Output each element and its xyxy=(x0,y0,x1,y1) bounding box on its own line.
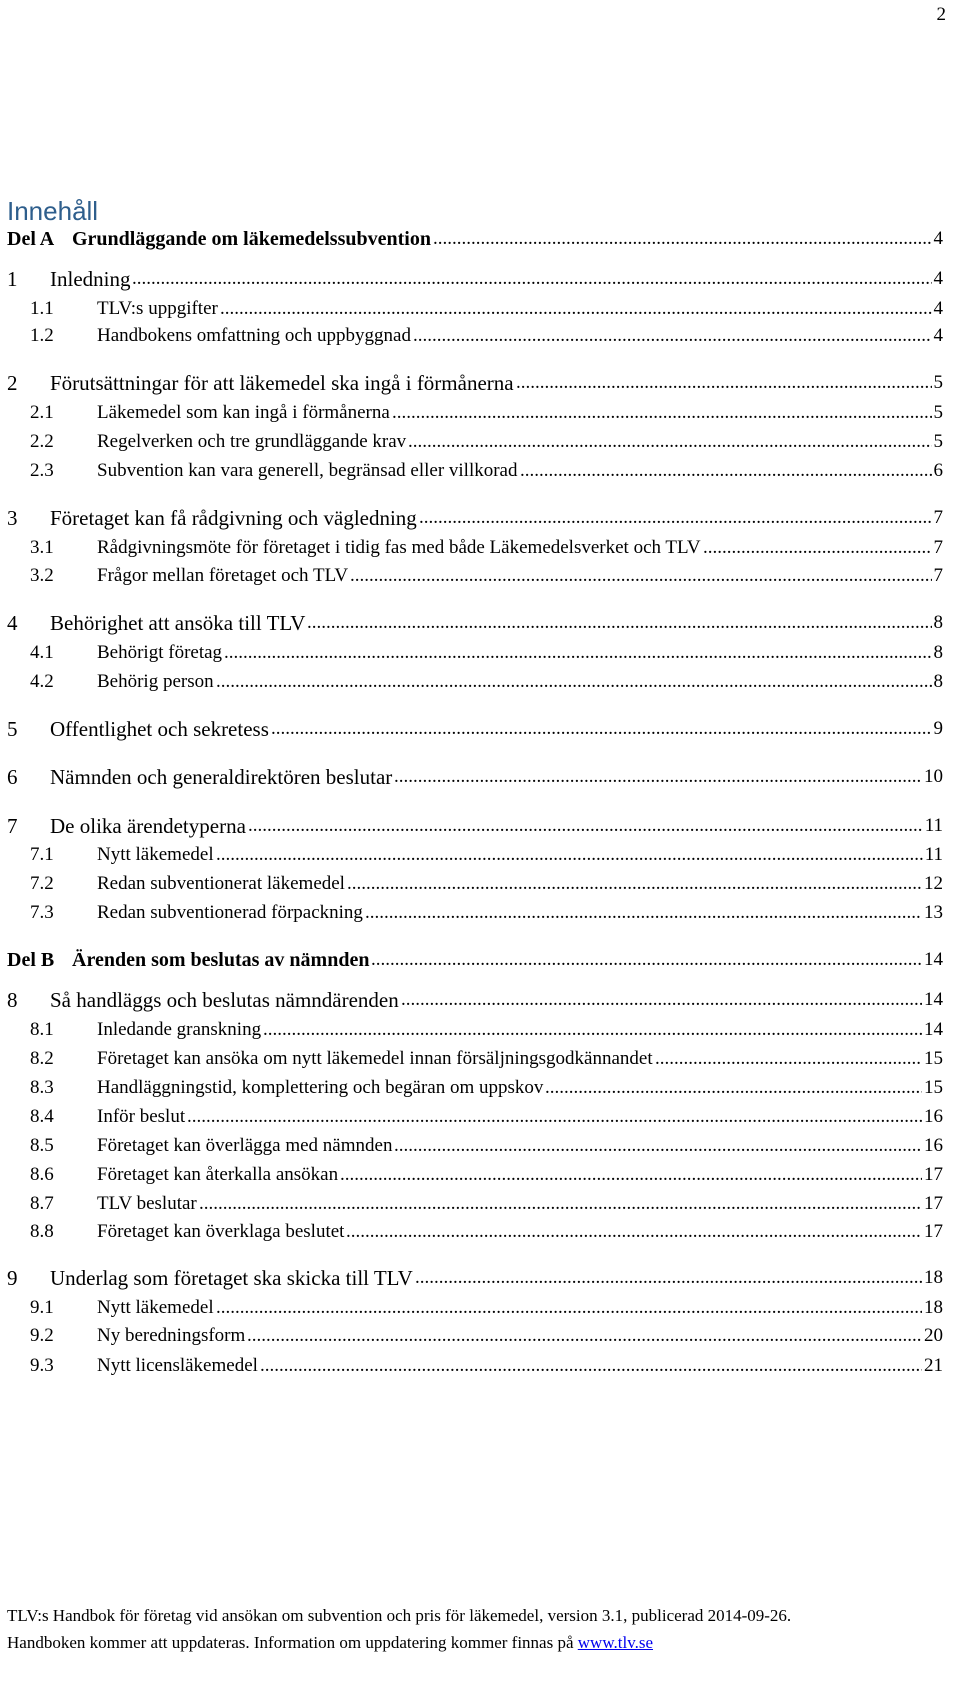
toc-entry[interactable] xyxy=(0,1190,960,1218)
toc-entry[interactable] xyxy=(0,668,960,696)
toc-entry[interactable] xyxy=(0,1218,960,1246)
toc-entry-title: Handbokens omfattning och uppbyggnad xyxy=(97,325,411,346)
toc-entry-title: TLV:s uppgifter xyxy=(97,298,218,319)
toc-dot-leader xyxy=(224,639,932,667)
toc-entry-number: 8.1 xyxy=(30,1019,54,1040)
toc-entry-number: 6 xyxy=(7,765,18,789)
toc-entry-title: Nytt läkemedel xyxy=(97,844,214,865)
toc-entry-number: 8.4 xyxy=(30,1106,54,1127)
toc-entry[interactable] xyxy=(0,225,960,253)
toc-entry-page: 8 xyxy=(933,671,943,692)
toc-dot-leader xyxy=(655,1045,922,1073)
toc-entry-number: 3 xyxy=(7,506,18,530)
toc-entry-title: Företaget kan överlägga med nämnden xyxy=(97,1135,393,1156)
toc-dot-leader xyxy=(260,1352,922,1380)
toc-entry-page: 4 xyxy=(933,325,943,346)
toc-entry-page: 15 xyxy=(924,1048,943,1069)
page-number: 2 xyxy=(936,4,946,25)
toc-dot-leader xyxy=(394,763,922,791)
toc-entry-page: 13 xyxy=(924,902,943,923)
footer-line-2 xyxy=(7,1633,653,1653)
toc-entry[interactable] xyxy=(0,1322,960,1350)
toc-dot-leader xyxy=(520,457,932,485)
toc-dot-leader xyxy=(187,1103,922,1131)
toc-entry-page: 14 xyxy=(924,949,943,970)
toc-entry-page: 7 xyxy=(933,537,943,558)
toc-dot-leader xyxy=(346,1218,922,1246)
toc-entry-page: 8 xyxy=(933,612,943,633)
toc-entry-title: TLV beslutar xyxy=(97,1193,197,1214)
toc-entry-number: 2 xyxy=(7,371,18,395)
toc-entry-number: 4.1 xyxy=(30,642,54,663)
toc-dot-leader xyxy=(394,1132,922,1160)
toc-dot-leader xyxy=(199,1190,922,1218)
toc-entry-page: 12 xyxy=(924,873,943,894)
toc-entry[interactable] xyxy=(0,1264,960,1292)
toc-entry-title: Redan subventionerad förpackning xyxy=(97,902,363,923)
toc-dot-leader xyxy=(271,715,932,743)
toc-entry-number: 8.5 xyxy=(30,1135,54,1156)
toc-entry-title: Underlag som företaget ska skicka till TLV xyxy=(50,1266,413,1290)
toc-entry-page: 4 xyxy=(933,268,943,289)
toc-dot-leader xyxy=(247,1322,922,1350)
toc-entry-title: Behörigt företag xyxy=(97,642,223,663)
toc-entry-number: 2.1 xyxy=(30,402,54,423)
toc-entry-number: 7.2 xyxy=(30,873,54,894)
toc-entry[interactable] xyxy=(0,265,960,293)
toc-entry-title: Nämnden och generaldirektören beslutar xyxy=(50,765,393,789)
toc-entry-page: 21 xyxy=(924,1355,943,1376)
toc-entry-page: 17 xyxy=(924,1164,943,1185)
toc-entry-number: 8.2 xyxy=(30,1048,54,1069)
toc-entry-page: 14 xyxy=(924,989,943,1010)
toc-entry-title: De olika ärendetyperna xyxy=(50,814,246,838)
toc-entry-number: 5 xyxy=(7,717,18,741)
toc-entry-page: 18 xyxy=(924,1297,943,1318)
toc-entry-number: 9.3 xyxy=(30,1355,54,1376)
toc-entry-number: 8.3 xyxy=(30,1077,54,1098)
toc-entry-page: 6 xyxy=(933,460,943,481)
toc-entry-number: 3.1 xyxy=(30,537,54,558)
toc-entry[interactable] xyxy=(0,609,960,637)
toc-entry-title: Frågor mellan företaget och TLV xyxy=(97,565,349,586)
toc-dot-leader xyxy=(340,1161,922,1189)
toc-entry-number: 3.2 xyxy=(30,565,54,586)
toc-entry-number: Del B xyxy=(7,949,55,971)
toc-entry[interactable] xyxy=(0,399,960,427)
toc-entry-title: Grundläggande om läkemedelssubvention xyxy=(72,228,431,250)
toc-entry-title: Inledning xyxy=(50,267,131,291)
toc-entry-title: Inför beslut xyxy=(97,1106,186,1127)
toc-entry-number: 8.7 xyxy=(30,1193,54,1214)
footer-line-1: TLV:s Handbok för företag vid ansökan om subvention och pris för läkemedel, version 3.1, publicerad 2014-09-26. xyxy=(7,1606,792,1625)
toc-entry[interactable] xyxy=(0,1294,960,1322)
tlv-website-link[interactable]: www.tlv.se xyxy=(577,1633,653,1652)
toc-entry-page: 16 xyxy=(924,1106,943,1127)
toc-entry-number: 2.2 xyxy=(30,431,54,452)
toc-entry-page: 7 xyxy=(933,507,943,528)
toc-entry-page: 5 xyxy=(933,402,943,423)
toc-dot-leader xyxy=(401,986,922,1014)
toc-entry-number: 2.3 xyxy=(30,460,54,481)
toc-entry-number: 7.3 xyxy=(30,902,54,923)
toc-entry-number: 7.1 xyxy=(30,844,54,865)
toc-entry[interactable] xyxy=(0,841,960,869)
toc-entry-title: Nytt läkemedel xyxy=(97,1297,214,1318)
toc-dot-leader xyxy=(307,609,932,637)
toc-entry[interactable] xyxy=(0,322,960,350)
toc-entry[interactable] xyxy=(0,899,960,927)
toc-dot-leader xyxy=(216,841,923,869)
toc-entry[interactable] xyxy=(0,986,960,1014)
toc-entry[interactable] xyxy=(0,870,960,898)
toc-entry-number: 8.6 xyxy=(30,1164,54,1185)
toc-entry-number: 4 xyxy=(7,611,18,635)
toc-entry[interactable] xyxy=(0,639,960,667)
toc-entry[interactable] xyxy=(0,1132,960,1160)
toc-entry-page: 17 xyxy=(924,1221,943,1242)
footer-line-2-text: Handboken kommer att uppdateras. Information om uppdatering kommer finnas på xyxy=(7,1633,578,1652)
toc-entry-title: Förutsättningar för att läkemedel ska ingå i förmånerna xyxy=(50,371,514,395)
toc-entry-page: 7 xyxy=(933,565,943,586)
toc-entry-page: 11 xyxy=(924,844,943,865)
toc-entry-title: Så handläggs och beslutas nämndärenden xyxy=(50,988,399,1012)
toc-dot-leader xyxy=(216,668,932,696)
toc-entry-title: Företaget kan få rådgivning och vägledning xyxy=(50,506,417,530)
toc-entry-number: 8 xyxy=(7,988,18,1012)
toc-entry-number: Del A xyxy=(7,228,55,250)
toc-dot-leader xyxy=(371,946,922,974)
toc-entry-title: Handläggningstid, komplettering och begäran om uppskov xyxy=(97,1077,544,1098)
toc-entry[interactable] xyxy=(0,1045,960,1073)
toc-entry-page: 14 xyxy=(924,1019,943,1040)
toc-dot-leader xyxy=(703,534,932,562)
toc-dot-leader xyxy=(365,899,922,927)
toc-entry-title: Behörig person xyxy=(97,671,214,692)
toc-entry[interactable] xyxy=(0,369,960,397)
toc-dot-leader xyxy=(413,322,932,350)
toc-entry-number: 8.8 xyxy=(30,1221,54,1242)
toc-dot-leader xyxy=(220,295,932,323)
toc-entry-number: 1 xyxy=(7,267,18,291)
toc-entry-page: 5 xyxy=(933,372,943,393)
toc-entry-title: Regelverken och tre grundläggande krav xyxy=(97,431,407,452)
toc-entry-page: 4 xyxy=(933,298,943,319)
toc-entry-title: Offentlighet och sekretess xyxy=(50,717,269,741)
toc-entry-number: 9.2 xyxy=(30,1325,54,1346)
toc-entry-page: 15 xyxy=(924,1077,943,1098)
toc-entry-number: 9.1 xyxy=(30,1297,54,1318)
toc-entry-title: Ny beredningsform xyxy=(97,1325,246,1346)
toc-entry-title: Rådgivningsmöte för företaget i tidig fas med både Läkemedelsverket och TLV xyxy=(97,537,701,558)
toc-entry-page: 17 xyxy=(924,1193,943,1214)
toc-entry-page: 8 xyxy=(933,642,943,663)
toc-entry-title: Behörighet att ansöka till TLV xyxy=(50,611,306,635)
toc-heading: Innehåll xyxy=(7,196,99,226)
toc-entry-page: 10 xyxy=(924,766,943,787)
toc-entry[interactable] xyxy=(0,428,960,456)
toc-entry-page: 11 xyxy=(924,815,943,836)
toc-entry[interactable] xyxy=(0,812,960,840)
toc-entry-page: 5 xyxy=(933,431,943,452)
toc-entry-title: Företaget kan återkalla ansökan xyxy=(97,1164,339,1185)
toc-dot-leader xyxy=(415,1264,922,1292)
toc-dot-leader xyxy=(132,265,932,293)
toc-entry[interactable] xyxy=(0,295,960,323)
toc-entry-title: Redan subventionerat läkemedel xyxy=(97,873,345,894)
toc-entry[interactable] xyxy=(0,562,960,590)
toc-dot-leader xyxy=(248,812,923,840)
toc-dot-leader xyxy=(545,1074,922,1102)
toc-entry[interactable] xyxy=(0,457,960,485)
toc-entry-page: 16 xyxy=(924,1135,943,1156)
toc-entry-page: 18 xyxy=(924,1267,943,1288)
toc-dot-leader xyxy=(516,369,932,397)
toc-entry[interactable] xyxy=(0,1352,960,1380)
toc-entry[interactable] xyxy=(0,1074,960,1102)
toc-entry-title: Inledande granskning xyxy=(97,1019,262,1040)
toc-entry-page: 9 xyxy=(933,718,943,739)
toc-entry-title: Ärenden som beslutas av nämnden xyxy=(72,949,370,971)
toc-dot-leader xyxy=(350,562,932,590)
toc-entry-title: Subvention kan vara generell, begränsad eller villkorad xyxy=(97,460,518,481)
toc-dot-leader xyxy=(419,504,932,532)
toc-entry-title: Företaget kan överklaga beslutet xyxy=(97,1221,345,1242)
toc-dot-leader xyxy=(433,225,932,253)
toc-entry[interactable] xyxy=(0,763,960,791)
toc-entry-page: 4 xyxy=(933,228,943,249)
toc-entry[interactable] xyxy=(0,534,960,562)
toc-dot-leader xyxy=(216,1294,922,1322)
toc-entry[interactable] xyxy=(0,946,960,974)
toc-entry[interactable] xyxy=(0,715,960,743)
toc-entry-title: Företaget kan ansöka om nytt läkemedel innan försäljningsgodkännandet xyxy=(97,1048,653,1069)
toc-dot-leader xyxy=(263,1016,922,1044)
toc-dot-leader xyxy=(408,428,932,456)
toc-dot-leader xyxy=(347,870,922,898)
toc-dot-leader xyxy=(392,399,932,427)
toc-entry[interactable] xyxy=(0,1161,960,1189)
toc-entry-number: 7 xyxy=(7,814,18,838)
toc-entry-number: 1.2 xyxy=(30,325,54,346)
toc-entry-number: 4.2 xyxy=(30,671,54,692)
toc-entry-number: 9 xyxy=(7,1266,18,1290)
toc-entry[interactable] xyxy=(0,504,960,532)
toc-entry-title: Läkemedel som kan ingå i förmånerna xyxy=(97,402,390,423)
toc-entry-page: 20 xyxy=(924,1325,943,1346)
toc-entry-title: Nytt licensläkemedel xyxy=(97,1355,258,1376)
toc-entry-number: 1.1 xyxy=(30,298,54,319)
toc-entry[interactable] xyxy=(0,1103,960,1131)
toc-entry[interactable] xyxy=(0,1016,960,1044)
